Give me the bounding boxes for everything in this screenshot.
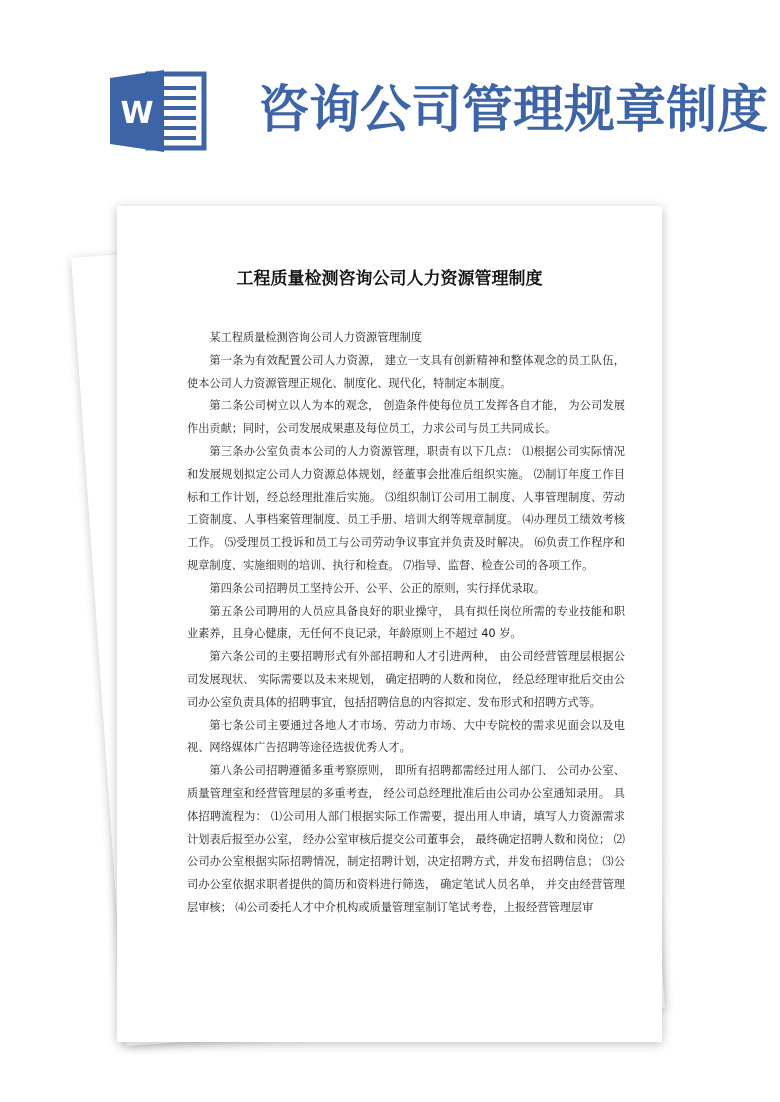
paragraph-article-1: 第一条为有效配置公司人力资源， 建立一支具有创新精神和整体观念的员工队伍， 使本公司人力资源管理正规化、制度化、现代化，特制定本制度。 [187, 353, 625, 390]
paragraph-article-4: 第四条公司招聘员工坚持公开、公平、公正的原则，实行择优录取。 [209, 581, 546, 595]
document-body [187, 327, 625, 920]
document-page [117, 206, 662, 1042]
svg-text:W: W [120, 96, 154, 131]
paragraph-article-6: 第六条公司的主要招聘形式有外部招聘和人才引进两种， 由公司经营管理层根据公司发展现状、 实际需要以及未来规划， 确定招聘的人数和岗位， 经总经理审批后交由公司办公室负责具体的招聘事宜，包括招聘信息的内容拟定、发布形式和招聘方式等。 [187, 650, 625, 709]
paragraph-article-2: 第二条公司树立以人为本的观念， 创造条件使每位员工发挥各自才能， 为公司发展作出贡献；同时，公司发展成果惠及每位员工，力求公司与员工共同成长。 [187, 399, 625, 436]
banner-title: 咨询公司管理规章制度 [258, 80, 769, 140]
document-title: 工程质量检测咨询公司人力资源管理制度 [236, 269, 543, 289]
paragraph-article-8: 第八条公司招聘遵循多重考察原则， 即所有招聘都需经过用人部门、 公司办公室、 质量管理室和经营管理层的多重考查， 经公司总经理批准后由公司办公室通知录用。 具体招聘流程为： ⑴公司用人部门根据实际工作需要，提出用人申请，填写人力资源需求计划表后报至办公室， 经办公室审核后提交公司董事会， 最终确定招聘人数和岗位； ⑵公司办公室根据实际招聘情况，制定招聘计划，决定招聘方式，并发布招聘信息； ⑶公司办公室依据求职者提供的简历和资料进行筛选， 确定笔试人员名单， 并交由经营管理层审核； ⑷公司委托人才中介机构或质量管理室制订笔试考卷，上报经营管理层审 [187, 764, 625, 914]
paragraph-article-7: 第七条公司主要通过各地人才市场、劳动力市场、大中专院校的需求见面会以及电视、网络媒体广告招聘等途径选拔优秀人才。 [187, 718, 625, 755]
paragraph-heading: 某工程质量检测咨询公司人力资源管理制度 [209, 331, 422, 344]
paragraph-article-3: 第三条办公室负责本公司的人力资源管理，职责有以下几点： ⑴根据公司实际情况和发展规划拟定公司人力资源总体规划，经董事会批准后组织实施。 ⑵制订年度工作目标和工作计划，经总经理批准后实施。 ⑶组织制订公司用工制度、人事管理制度、劳动工资制度、人事档案管理制度、员工手册、培训大纲等规章制度。 ⑷办理员工绩效考核工作。 ⑸受理员工投诉和员工与公司劳动争议事宜并负责及时解决。 ⑹负责工作程序和规章制度、实施细则的培训、执行和检查。 ⑺指导、监督、检查公司的各项工作。 [187, 444, 625, 572]
paragraph-article-5: 第五条公司聘用的人员应具备良好的职业操守， 具有拟任岗位所需的专业技能和职业素养，且身心健康，无任何不良记录，年龄原则上不超过 40 岁。 [187, 604, 625, 641]
word-document-icon [108, 68, 208, 154]
